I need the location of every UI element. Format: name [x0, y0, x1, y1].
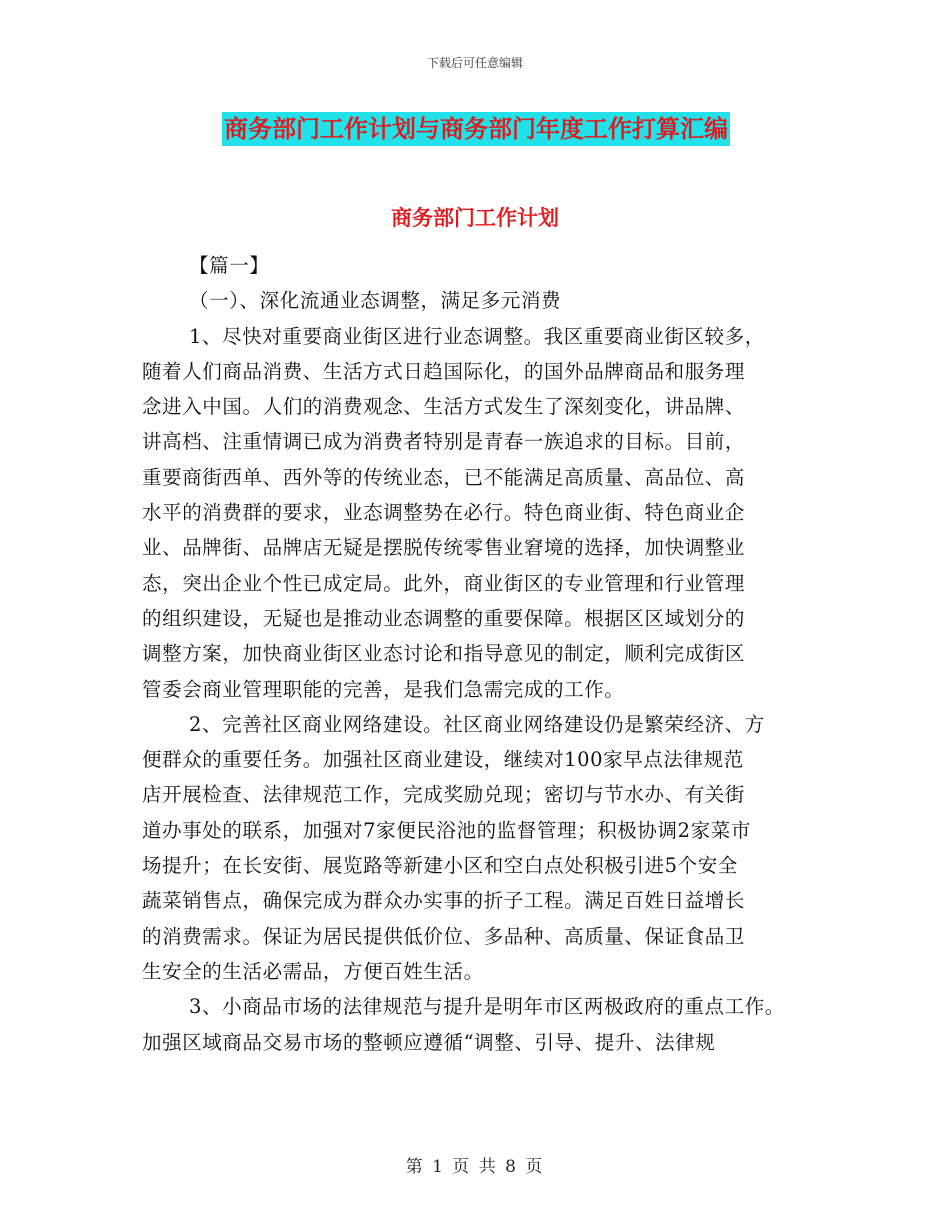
paragraph-line: 2、完善社区商业网络建设。社区商业网络建设仍是繁荣经济、方: [189, 712, 765, 736]
page-footer: 第 1 页 共 8 页: [405, 1157, 545, 1177]
paragraph-line: 念进入中国。人们的消费观念、生活方式发生了深刻变化，讲品牌、: [142, 395, 746, 419]
paragraph-line: 的消费需求。保证为居民提供低价位、多品种、高质量、保证食品卫: [142, 924, 746, 948]
document-title: 商务部门工作计划与商务部门年度工作打算汇编: [222, 112, 730, 146]
paragraph-line: 态，突出企业个性已成定局。此外，商业街区的专业管理和行业管理: [142, 571, 746, 595]
paragraph-line: 3、小商品市场的法律规范与提升是明年市区两极政府的重点工作。: [189, 995, 785, 1019]
paragraph-line: 店开展检查、法律规范工作，完成奖励兑现；密切与节水办、有关街: [142, 783, 746, 807]
paragraph-line: 管委会商业管理职能的完善，是我们急需完成的工作。: [142, 677, 625, 701]
paragraph-line: 加强区域商品交易市场的整顿应遵循“调整、引导、提升、法律规: [142, 1030, 716, 1054]
paragraph-line: 的组织建设，无疑也是推动业态调整的重要保障。根据区区域划分的: [142, 606, 746, 630]
paragraph-line: 场提升；在长安街、展览路等新建小区和空白点处积极引进5个安全: [142, 854, 738, 878]
paragraph-line: 调整方案，加快商业街区业态讨论和指导意见的制定，顺利完成街区: [142, 642, 746, 666]
paragraph-line: 便群众的重要任务。加强社区商业建设，继续对100家早点法律规范: [142, 748, 744, 772]
paragraph-line: 水平的消费群的要求，业态调整势在必行。特色商业街、特色商业企: [142, 501, 746, 525]
paragraph-line: 业、品牌街、品牌店无疑是摆脱传统零售业窘境的选择，加快调整业: [142, 536, 746, 560]
header-note: 下载后可任意编辑: [426, 56, 523, 70]
heading-1: （一）、深化流通业态调整，满足多元消费: [189, 289, 562, 313]
paragraph-line: 道办事处的联系，加强对7家便民浴池的监督管理；积极协调2家菜市: [142, 818, 751, 842]
paragraph-line: 重要商街西单、西外等的传统业态，已不能满足高质量、高品位、高: [142, 465, 746, 489]
paragraph-line: 1、尽快对重要商业街区进行业态调整。我区重要商业街区较多，: [189, 324, 765, 348]
paragraph-line: 讲高档、注重情调已成为消费者特别是青春一族追求的目标。目前，: [142, 430, 746, 454]
section-title: 商务部门工作计划: [391, 206, 559, 230]
document-body: [142, 248, 832, 1060]
part-label: 【篇一】: [189, 254, 270, 277]
paragraph-line: 随着人们商品消费、生活方式日趋国际化，的国外品牌商品和服务理: [142, 359, 746, 383]
paragraph-line: 蔬菜销售点，确保完成为群众办实事的折子工程。满足百姓日益增长: [142, 889, 746, 913]
paragraph-line: 生安全的生活必需品，方便百姓生活。: [142, 959, 484, 983]
